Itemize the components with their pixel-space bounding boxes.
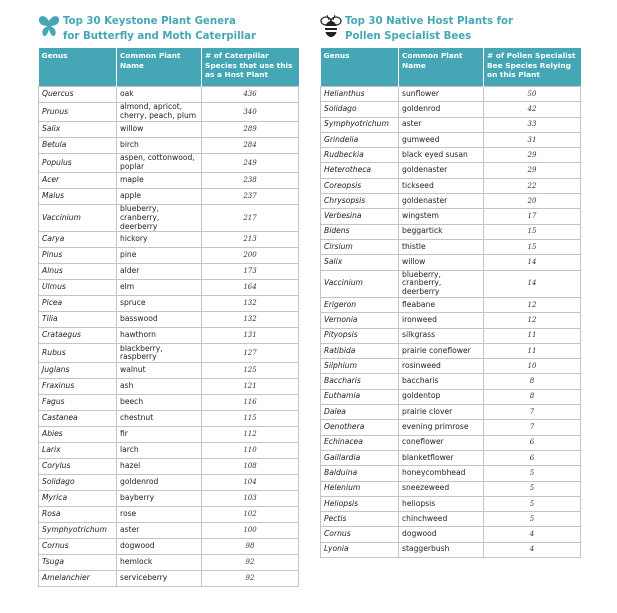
common-name-cell: ash xyxy=(117,379,202,395)
common-name-cell: beech xyxy=(117,395,202,411)
count-cell: 8 xyxy=(484,389,581,404)
common-name-cell: fleabane xyxy=(399,297,484,312)
common-name-cell: blueberry, cranberry, deerberry xyxy=(399,270,484,297)
count-cell: 200 xyxy=(202,248,299,264)
common-name-cell: spruce xyxy=(117,296,202,312)
common-name-cell: prairie clover xyxy=(399,405,484,420)
count-cell: 22 xyxy=(484,178,581,193)
common-name-cell: maple xyxy=(117,173,202,189)
genus-cell: Crataegus xyxy=(39,328,117,344)
table-row xyxy=(321,102,581,117)
panel-title xyxy=(345,14,513,44)
common-name-cell: hazel xyxy=(117,459,202,475)
common-name-cell: goldenaster xyxy=(399,194,484,209)
common-name-cell: hemlock xyxy=(117,555,202,571)
genus-cell: Vaccinium xyxy=(321,270,399,297)
header-count: # of Caterpillar Species that use this as a Host Plant xyxy=(202,48,299,87)
genus-cell: Malus xyxy=(39,189,117,205)
genus-cell: Alnus xyxy=(39,264,117,280)
count-cell: 340 xyxy=(202,103,299,122)
count-cell: 237 xyxy=(202,189,299,205)
count-cell: 4 xyxy=(484,527,581,542)
genus-cell: Bidens xyxy=(321,224,399,239)
common-name-cell: staggerbush xyxy=(399,542,484,557)
genus-cell: Amelanchier xyxy=(39,571,117,587)
genus-cell: Ratibida xyxy=(321,343,399,358)
table-row xyxy=(321,194,581,209)
table-row xyxy=(39,280,299,296)
common-name-cell: goldenrod xyxy=(117,475,202,491)
table-row xyxy=(321,435,581,450)
table-row xyxy=(321,117,581,132)
count-cell: 5 xyxy=(484,512,581,527)
genus-cell: Pectis xyxy=(321,512,399,527)
table-row xyxy=(39,427,299,443)
title-line-2: Pollen Specialist Bees xyxy=(345,31,472,42)
table-row xyxy=(39,296,299,312)
common-name-cell: chinchweed xyxy=(399,512,484,527)
caterpillar-host-table xyxy=(38,48,299,587)
table-row xyxy=(321,481,581,496)
genus-cell: Erigeron xyxy=(321,297,399,312)
common-name-cell: pine xyxy=(117,248,202,264)
common-name-cell: chestnut xyxy=(117,411,202,427)
common-name-cell: tickseed xyxy=(399,178,484,193)
title-line-1: Top 30 Keystone Plant Genera xyxy=(63,16,236,27)
genus-cell: Heliopsis xyxy=(321,496,399,511)
genus-cell: Prunus xyxy=(39,103,117,122)
common-name-cell: evening primrose xyxy=(399,420,484,435)
common-name-cell: honeycombhead xyxy=(399,466,484,481)
genus-cell: Quercus xyxy=(39,87,117,103)
genus-cell: Grindelia xyxy=(321,132,399,147)
table-row xyxy=(321,542,581,557)
table-row xyxy=(39,138,299,154)
count-cell: 132 xyxy=(202,296,299,312)
table-row xyxy=(321,224,581,239)
genus-cell: Helianthus xyxy=(321,87,399,102)
genus-cell: Populus xyxy=(39,154,117,173)
table-row xyxy=(321,420,581,435)
genus-cell: Salix xyxy=(321,255,399,270)
genus-cell: Cornus xyxy=(39,539,117,555)
common-name-cell: wingstem xyxy=(399,209,484,224)
table-row xyxy=(321,512,581,527)
count-cell: 100 xyxy=(202,523,299,539)
table-header-row xyxy=(39,48,299,87)
bee-icon xyxy=(320,14,342,38)
genus-cell: Tsuga xyxy=(39,555,117,571)
common-name-cell: walnut xyxy=(117,363,202,379)
table-row xyxy=(321,148,581,163)
table-row xyxy=(39,395,299,411)
count-cell: 50 xyxy=(484,87,581,102)
count-cell: 284 xyxy=(202,138,299,154)
count-cell: 132 xyxy=(202,312,299,328)
genus-cell: Vernonia xyxy=(321,313,399,328)
common-name-cell: aspen, cottonwood, poplar xyxy=(117,154,202,173)
count-cell: 5 xyxy=(484,496,581,511)
caterpillar-host-panel xyxy=(38,12,298,583)
genus-cell: Rubus xyxy=(39,344,117,363)
table-row xyxy=(39,122,299,138)
common-name-cell: alder xyxy=(117,264,202,280)
panel-title xyxy=(63,14,256,44)
table-row xyxy=(39,328,299,344)
table-row xyxy=(321,313,581,328)
count-cell: 11 xyxy=(484,328,581,343)
genus-cell: Baccharis xyxy=(321,374,399,389)
common-name-cell: dogwood xyxy=(117,539,202,555)
common-name-cell: aster xyxy=(399,117,484,132)
count-cell: 104 xyxy=(202,475,299,491)
header-genus: Genus xyxy=(321,48,399,87)
table-row xyxy=(39,363,299,379)
common-name-cell: heliopsis xyxy=(399,496,484,511)
genus-cell: Balduina xyxy=(321,466,399,481)
count-cell: 6 xyxy=(484,450,581,465)
genus-cell: Gaillardia xyxy=(321,450,399,465)
genus-cell: Chrysopsis xyxy=(321,194,399,209)
count-cell: 238 xyxy=(202,173,299,189)
count-cell: 29 xyxy=(484,148,581,163)
genus-cell: Acer xyxy=(39,173,117,189)
common-name-cell: gumweed xyxy=(399,132,484,147)
genus-cell: Abies xyxy=(39,427,117,443)
count-cell: 92 xyxy=(202,571,299,587)
count-cell: 127 xyxy=(202,344,299,363)
count-cell: 164 xyxy=(202,280,299,296)
bee-host-table xyxy=(320,48,581,558)
genus-cell: Castanea xyxy=(39,411,117,427)
count-cell: 20 xyxy=(484,194,581,209)
common-name-cell: beggartick xyxy=(399,224,484,239)
table-row xyxy=(321,297,581,312)
common-name-cell: rose xyxy=(117,507,202,523)
common-name-cell: blanketflower xyxy=(399,450,484,465)
genus-cell: Salix xyxy=(39,122,117,138)
table-row xyxy=(39,443,299,459)
common-name-cell: silkgrass xyxy=(399,328,484,343)
table-row xyxy=(321,374,581,389)
table-row xyxy=(39,189,299,205)
table-row xyxy=(321,87,581,102)
genus-cell: Helenium xyxy=(321,481,399,496)
count-cell: 12 xyxy=(484,297,581,312)
common-name-cell: almond, apricot, cherry, peach, plum xyxy=(117,103,202,122)
genus-cell: Heterotheca xyxy=(321,163,399,178)
common-name-cell: blackberry, raspberry xyxy=(117,344,202,363)
table-row xyxy=(39,87,299,103)
table-row xyxy=(321,389,581,404)
count-cell: 6 xyxy=(484,435,581,450)
genus-cell: Verbesina xyxy=(321,209,399,224)
count-cell: 173 xyxy=(202,264,299,280)
table-row xyxy=(321,359,581,374)
genus-cell: Betula xyxy=(39,138,117,154)
header-common-name: Common Plant Name xyxy=(117,48,202,87)
count-cell: 17 xyxy=(484,209,581,224)
genus-cell: Corylus xyxy=(39,459,117,475)
count-cell: 125 xyxy=(202,363,299,379)
genus-cell: Cirsium xyxy=(321,239,399,254)
genus-cell: Euthamia xyxy=(321,389,399,404)
genus-cell: Symphyotrichum xyxy=(39,523,117,539)
table-row xyxy=(321,496,581,511)
table-row xyxy=(321,132,581,147)
butterfly-icon xyxy=(38,14,60,38)
count-cell: 33 xyxy=(484,117,581,132)
count-cell: 8 xyxy=(484,374,581,389)
genus-cell: Rosa xyxy=(39,507,117,523)
count-cell: 110 xyxy=(202,443,299,459)
table-row xyxy=(39,491,299,507)
table-body xyxy=(39,87,299,587)
count-cell: 29 xyxy=(484,163,581,178)
genus-cell: Echinacea xyxy=(321,435,399,450)
panel-header xyxy=(320,12,580,50)
genus-cell: Juglans xyxy=(39,363,117,379)
genus-cell: Pinus xyxy=(39,248,117,264)
common-name-cell: goldentop xyxy=(399,389,484,404)
common-name-cell: prairie coneflower xyxy=(399,343,484,358)
table-row xyxy=(39,205,299,232)
common-name-cell: birch xyxy=(117,138,202,154)
title-line-1: Top 30 Native Host Plants for xyxy=(345,16,514,27)
genus-cell: Vaccinium xyxy=(39,205,117,232)
count-cell: 213 xyxy=(202,232,299,248)
genus-cell: Larix xyxy=(39,443,117,459)
count-cell: 7 xyxy=(484,405,581,420)
table-row xyxy=(321,209,581,224)
table-row xyxy=(321,450,581,465)
genus-cell: Coreopsis xyxy=(321,178,399,193)
genus-cell: Solidago xyxy=(39,475,117,491)
table-row xyxy=(321,270,581,297)
table-row xyxy=(321,466,581,481)
genus-cell: Fraxinus xyxy=(39,379,117,395)
common-name-cell: apple xyxy=(117,189,202,205)
table-row xyxy=(321,527,581,542)
count-cell: 102 xyxy=(202,507,299,523)
common-name-cell: sunflower xyxy=(399,87,484,102)
count-cell: 121 xyxy=(202,379,299,395)
common-name-cell: fir xyxy=(117,427,202,443)
count-cell: 42 xyxy=(484,102,581,117)
common-name-cell: dogwood xyxy=(399,527,484,542)
title-line-2: for Butterfly and Moth Caterpillar xyxy=(63,31,257,42)
genus-cell: Oenothera xyxy=(321,420,399,435)
genus-cell: Symphyotrichum xyxy=(321,117,399,132)
count-cell: 116 xyxy=(202,395,299,411)
count-cell: 112 xyxy=(202,427,299,443)
table-row xyxy=(39,555,299,571)
count-cell: 217 xyxy=(202,205,299,232)
count-cell: 98 xyxy=(202,539,299,555)
genus-cell: Ulmus xyxy=(39,280,117,296)
table-row xyxy=(39,379,299,395)
genus-cell: Fagus xyxy=(39,395,117,411)
bee-host-panel xyxy=(320,12,580,554)
genus-cell: Carya xyxy=(39,232,117,248)
common-name-cell: larch xyxy=(117,443,202,459)
count-cell: 15 xyxy=(484,224,581,239)
count-cell: 7 xyxy=(484,420,581,435)
common-name-cell: black eyed susan xyxy=(399,148,484,163)
common-name-cell: serviceberry xyxy=(117,571,202,587)
count-cell: 289 xyxy=(202,122,299,138)
table-row xyxy=(321,239,581,254)
common-name-cell: goldenaster xyxy=(399,163,484,178)
table-row xyxy=(321,163,581,178)
genus-cell: Pityopsis xyxy=(321,328,399,343)
common-name-cell: hawthorn xyxy=(117,328,202,344)
genus-cell: Silphium xyxy=(321,359,399,374)
common-name-cell: willow xyxy=(399,255,484,270)
table-row xyxy=(321,328,581,343)
count-cell: 115 xyxy=(202,411,299,427)
count-cell: 5 xyxy=(484,466,581,481)
table-row xyxy=(321,255,581,270)
count-cell: 11 xyxy=(484,343,581,358)
common-name-cell: hickory xyxy=(117,232,202,248)
table-row xyxy=(321,343,581,358)
table-row xyxy=(39,344,299,363)
table-row xyxy=(39,248,299,264)
table-row xyxy=(39,571,299,587)
common-name-cell: coneflower xyxy=(399,435,484,450)
count-cell: 4 xyxy=(484,542,581,557)
table-row xyxy=(39,154,299,173)
count-cell: 5 xyxy=(484,481,581,496)
table-row xyxy=(39,475,299,491)
table-row xyxy=(321,178,581,193)
genus-cell: Lyonia xyxy=(321,542,399,557)
table-header-row xyxy=(321,48,581,87)
count-cell: 10 xyxy=(484,359,581,374)
common-name-cell: rosinweed xyxy=(399,359,484,374)
table-row xyxy=(39,103,299,122)
count-cell: 14 xyxy=(484,255,581,270)
common-name-cell: blueberry, cranberry, deerberry xyxy=(117,205,202,232)
table-row xyxy=(39,173,299,189)
genus-cell: Picea xyxy=(39,296,117,312)
common-name-cell: thistle xyxy=(399,239,484,254)
genus-cell: Solidago xyxy=(321,102,399,117)
table-row xyxy=(39,312,299,328)
header-count: # of Pollen Specialist Bee Species Relying on this Plant xyxy=(484,48,581,87)
header-genus: Genus xyxy=(39,48,117,87)
table-row xyxy=(39,459,299,475)
common-name-cell: sneezeweed xyxy=(399,481,484,496)
count-cell: 92 xyxy=(202,555,299,571)
count-cell: 15 xyxy=(484,239,581,254)
common-name-cell: oak xyxy=(117,87,202,103)
count-cell: 12 xyxy=(484,313,581,328)
panel-header xyxy=(38,12,298,50)
count-cell: 131 xyxy=(202,328,299,344)
header-common-name: Common Plant Name xyxy=(399,48,484,87)
table-row xyxy=(39,539,299,555)
count-cell: 108 xyxy=(202,459,299,475)
genus-cell: Dalea xyxy=(321,405,399,420)
genus-cell: Tilia xyxy=(39,312,117,328)
count-cell: 249 xyxy=(202,154,299,173)
common-name-cell: bayberry xyxy=(117,491,202,507)
genus-cell: Cornus xyxy=(321,527,399,542)
table-body xyxy=(321,87,581,558)
count-cell: 14 xyxy=(484,270,581,297)
common-name-cell: goldenrod xyxy=(399,102,484,117)
common-name-cell: baccharis xyxy=(399,374,484,389)
common-name-cell: willow xyxy=(117,122,202,138)
genus-cell: Rudbeckia xyxy=(321,148,399,163)
table-row xyxy=(321,405,581,420)
common-name-cell: ironweed xyxy=(399,313,484,328)
table-row xyxy=(39,411,299,427)
common-name-cell: aster xyxy=(117,523,202,539)
count-cell: 436 xyxy=(202,87,299,103)
table-row xyxy=(39,232,299,248)
table-row xyxy=(39,264,299,280)
table-row xyxy=(39,523,299,539)
count-cell: 31 xyxy=(484,132,581,147)
table-row xyxy=(39,507,299,523)
genus-cell: Myrica xyxy=(39,491,117,507)
common-name-cell: elm xyxy=(117,280,202,296)
common-name-cell: basswood xyxy=(117,312,202,328)
count-cell: 103 xyxy=(202,491,299,507)
